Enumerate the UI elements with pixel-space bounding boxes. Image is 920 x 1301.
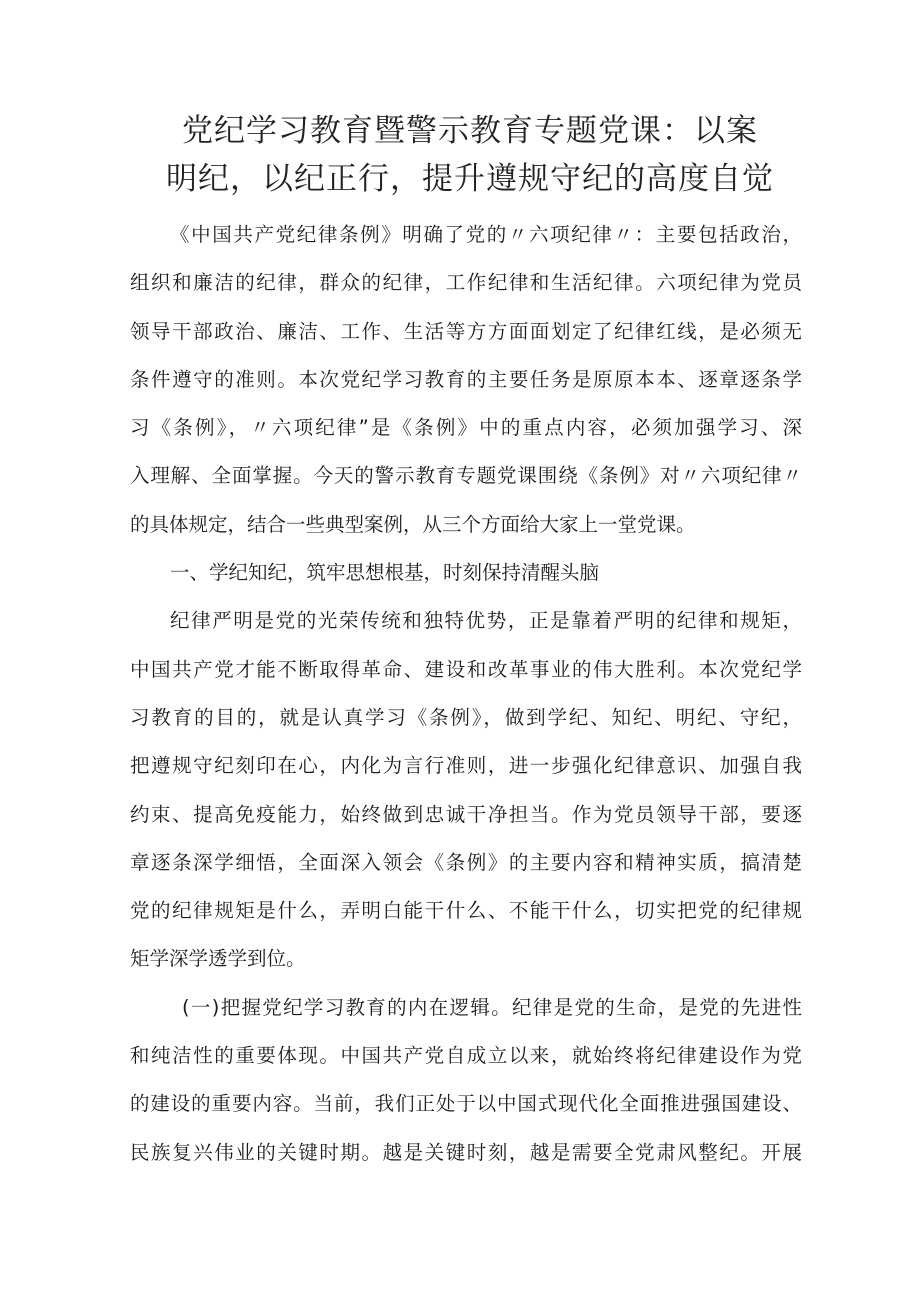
- paragraph-discipline: [130, 597, 802, 983]
- text-line: 中国共产党才能不断取得革命、建设和改革事业的伟大胜利。本次党纪学: [130, 657, 802, 681]
- text-line: 条件遵守的准则。本次党纪学习教育的主要任务是原原本本、逐章逐条学: [130, 367, 802, 391]
- section-heading: [130, 549, 802, 597]
- text-line: 的具体规定，结合一些典型案例，从三个方面给大家上一堂党课。: [130, 512, 696, 536]
- text-line: 习《条例》，〃六项纪律”是《条例》中的重点内容，必须加强学习、深: [130, 416, 802, 440]
- text-line: 矩学深学透学到位。: [130, 947, 306, 971]
- text-line: 约束、提高免疫能力，始终做到忠诚干净担当。作为党员领导干部，要逐: [130, 802, 802, 826]
- text-line: 习教育的目的，就是认真学习《条例》，做到学纪、知纪、明纪、守纪，: [130, 705, 802, 729]
- text-line: 入理解、全面掌握。今天的警示教育专题党课围绕《条例》对〃六项纪律〃: [130, 464, 802, 488]
- title-line: 明纪，以纪正行，提升遵规守纪的高度自觉: [166, 161, 774, 197]
- text-line: 党的纪律规矩是什么，弄明白能干什么、不能干什么，切实把党的纪律规: [130, 899, 802, 923]
- paragraph-intro: [130, 211, 802, 549]
- text-line: 章逐条深学细悟，全面深入领会《条例》的主要内容和精神实质，搞清楚: [130, 850, 802, 874]
- text-line: 民族复兴伟业的关键时期。越是关键时刻，越是需要全党肃风整纪。开展: [130, 1140, 802, 1164]
- text-line: 的建设的重要内容。当前，我们正处于以中国式现代化全面推进强国建设、: [130, 1092, 802, 1116]
- heading-line: 一、学纪知纪，筑牢思想根基，时刻保持清醒头脑: [170, 561, 600, 585]
- document-title: [150, 107, 790, 203]
- title-line: 党纪学习教育暨警示教育专题党课：以案: [182, 113, 758, 149]
- text-line: 把遵规守纪刻印在心，内化为言行准则，进一步强化纪律意识、加强自我: [130, 754, 802, 778]
- text-line: (一)把握党纪学习教育的内在逻辑。纪律是党的生命，是党的先进性: [182, 995, 802, 1019]
- text-line: 《中国共产党纪律条例》明确了党的〃六项纪律〃：主要包括政治，: [170, 223, 802, 246]
- paragraph-subsection-1: [130, 984, 802, 1177]
- text-line: 组织和廉洁的纪律，群众的纪律，工作纪律和生活纪律。六项纪律为党员: [130, 271, 802, 295]
- text-line: 和纯洁性的重要体现。中国共产党自成立以来，就始终将纪律建设作为党: [130, 1044, 802, 1068]
- text-line: 纪律严明是党的光荣传统和独特优势，正是靠着严明的纪律和规矩，: [170, 609, 802, 633]
- text-line: 领导干部政治、廉洁、工作、生活等方方面面划定了纪律红线，是必须无: [130, 319, 802, 343]
- document-body: [130, 211, 802, 1177]
